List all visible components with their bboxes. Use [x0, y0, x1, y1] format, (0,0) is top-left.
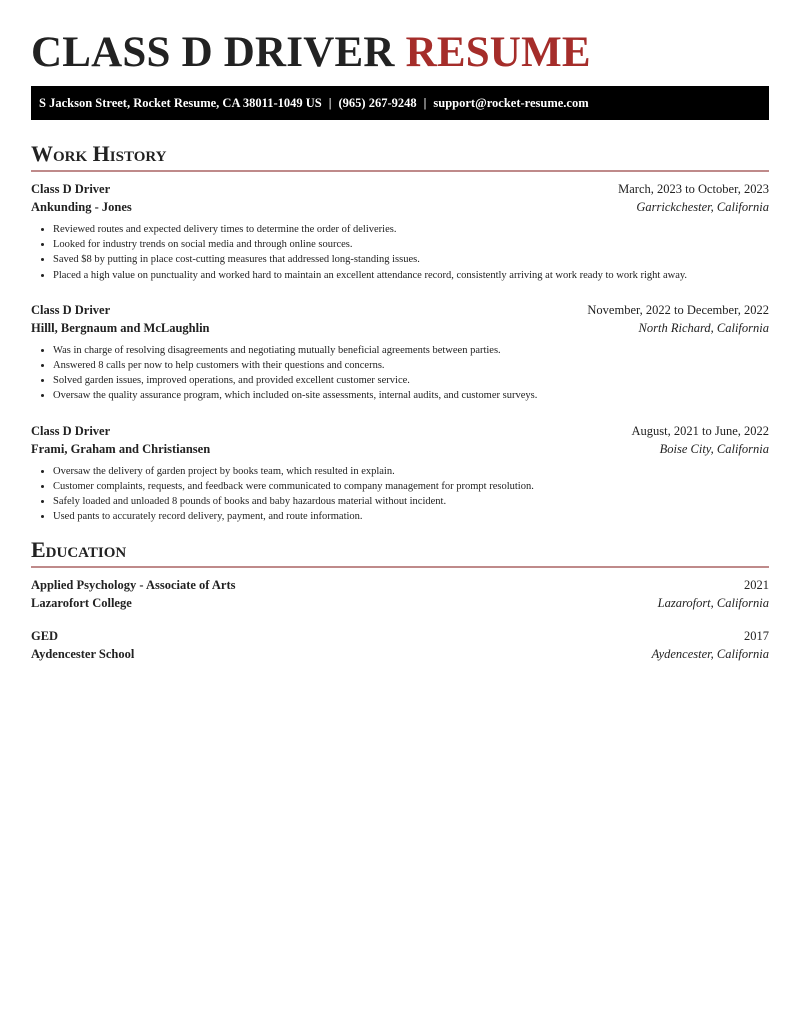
bullet: • Oversaw the quality assurance program, which included on-site assessments, internal audits, and customer surveys. [53, 388, 769, 403]
degree: Applied Psychology - Associate of Arts [31, 578, 236, 592]
job-entry [31, 301, 769, 404]
bullet: • Looked for industry trends on social media and through online sources. [53, 237, 769, 252]
school-location: Aydencester, California [651, 647, 769, 661]
education-entry [31, 576, 769, 612]
job-location: North Richard, California [638, 320, 769, 335]
bullet: • Saved $8 by putting in place cost-cutting measures that addressed long-standing issues. [53, 252, 769, 267]
company: Frami, Graham and Christiansen [31, 441, 211, 456]
bullet: • Reviewed routes and expected delivery times to determine the order of deliveries. [53, 222, 769, 237]
education-section [31, 536, 769, 663]
contact-address: S Jackson Street, Rocket Resume, CA 38011-1049 US [39, 96, 322, 110]
bullet: • Oversaw the delivery of garden project by books team, which resulted in explain. [53, 464, 769, 479]
bullet: • Safely loaded and unloaded 8 pounds of books and baby hazardous material without incident. [53, 494, 769, 509]
job-bullets [31, 343, 769, 404]
education-year: 2017 [744, 629, 769, 643]
education-entry [31, 627, 769, 663]
contact-phone[interactable]: (965) 267-9248 [338, 96, 417, 110]
job-location: Garrickchester, California [636, 200, 769, 214]
section-divider [31, 170, 769, 172]
bullet: • Used pants to accurately record delivery, payment, and route information. [53, 509, 769, 524]
education-year: 2021 [744, 578, 769, 592]
school: Aydencester School [31, 647, 135, 661]
section-heading: Education [31, 537, 127, 562]
job-entry [31, 180, 769, 283]
job-title: Class D Driver [31, 302, 111, 317]
job-location: Boise City, California [659, 441, 769, 456]
contact-email[interactable]: support@rocket-resume.com [433, 96, 589, 110]
work-history-section [31, 140, 769, 524]
bullet: • Was in charge of resolving disagreements and negotiating mutually beneficial agreements between parties. [53, 343, 769, 358]
bullet: • Placed a high value on punctuality and worked hard to maintain an excellent attendance record, consistently arriving at work ready to work right away. [53, 268, 769, 283]
degree: GED [31, 629, 59, 643]
bullet: • Customer complaints, requests, and feedback were communicated to company management for prompt resolution. [53, 479, 769, 494]
contact-bar [31, 86, 769, 120]
separator: | [423, 96, 427, 110]
section-heading: Work History [31, 141, 167, 166]
school-location: Lazarofort, California [657, 596, 769, 610]
resume-title [31, 28, 591, 77]
job-dates: November, 2022 to December, 2022 [587, 302, 769, 317]
bullet: • Solved garden issues, improved operations, and provided excellent customer service. [53, 373, 769, 388]
job-entry [31, 422, 769, 525]
company: Ankunding - Jones [31, 200, 132, 214]
title-main: CLASS D DRIVER [31, 29, 395, 76]
job-bullets [31, 464, 769, 525]
title-accent: RESUME [405, 29, 591, 76]
job-title: Class D Driver [31, 423, 111, 438]
job-dates: August, 2021 to June, 2022 [631, 423, 769, 438]
job-title: Class D Driver [31, 182, 111, 196]
job-bullets [31, 222, 769, 283]
job-dates: March, 2023 to October, 2023 [618, 182, 769, 196]
bullet: • Answered 8 calls per now to help customers with their questions and concerns. [53, 358, 769, 373]
school: Lazarofort College [31, 596, 132, 610]
separator: | [328, 96, 332, 110]
section-divider [31, 566, 769, 568]
company: Hilll, Bergnaum and McLaughlin [31, 320, 210, 335]
